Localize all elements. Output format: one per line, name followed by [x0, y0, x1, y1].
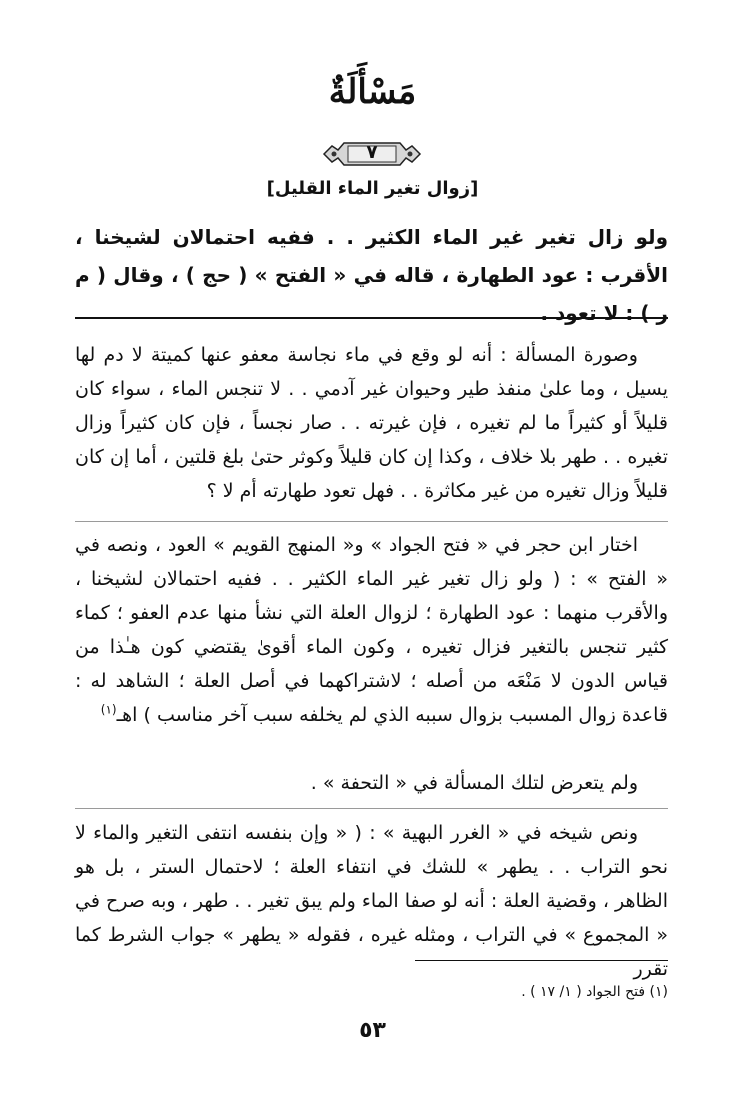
footnote: (١) فتح الجواد ( ١/ ١٧ ) . [521, 984, 668, 1000]
paragraph-text-main: اختار ابن حجر في « فتح الجواد » و« المنهج القويم » العود ، ونصه في « الفتح » : ( ولو زال تغير غير الماء الكثير . . ففيه احتمالان لشيخنا ، والأقرب منهما : عود الطهارة ؛ لزوال العلة التي نشأ منها عدم العفو ؛ كماء كثير تنجس بالتغير فزال تغيره ، وكون الماء أقوىٰ يقتضي كون هـٰذا من قياس الدون لا مَنْعَه من أصله ؛ لاشتراكهما في أصل العلة ؛ الشاهد له : قاعدة زوال المسبب بزوال سببه الذي لم يخلفه سبب آخر مناسب ) اهـ [75, 534, 668, 726]
paragraph-text: ونص شيخه في « الغرر البهية » : ( « وإن بنفسه انتفى التغير والماء لا نحو التراب . . يطهر » للشك في انتفاء العلة ؛ لاحتمال الستر ، بل هو الظاهر ، وقضية العلة : أنه لو صفا الماء ولم يبق تغير . . طهر ، وبه صرح في « المجموع » في التراب ، ومثله غيره ، فقوله « يطهر » جواب الشرط كما تقرر [75, 822, 668, 980]
footnote-divider [415, 960, 668, 961]
paragraph-text [75, 528, 668, 732]
paragraph-text: ولم يتعرض لتلك المسألة في « التحفة » . [310, 772, 638, 794]
footnote-marker: (١) [100, 702, 117, 717]
commentary-paragraph-2 [75, 528, 668, 732]
paragraph-text: وصورة المسألة : أنه لو وقع في ماء نجاسة معفو عنها كميتة لا دم لها يسيل ، وما علىٰ منفذ طير وحيوان غير آدمي . . لا تنجس الماء ، سواء كان قليلاً أو كثيراً ما لم تغيره ، فإن غيرته . . صار نجساً ، فإن كان كثيراً وزال تغيره . . طهر بلا خلاف ، وكذا إن كان قليلاً وكوثر حتىٰ بلغ قلتين ، أما إن كان قليلاً وزال تغيره من غير مكاثرة . . فهل تعود طهارته أم لا ؟ [75, 344, 668, 502]
issue-number: ٧ [366, 142, 378, 163]
commentary-paragraph-1 [75, 338, 668, 508]
main-divider [75, 317, 668, 319]
commentary-paragraph-3 [75, 766, 668, 800]
page-number: ٥٣ [359, 1018, 386, 1043]
section-heading: مَسْأَلَةٌ [328, 72, 417, 112]
issue-subtitle: [زوال تغير الماء القليل] [266, 178, 479, 199]
issue-number-badge [322, 138, 422, 170]
paragraph-divider [75, 808, 668, 809]
paragraph-divider [75, 521, 668, 522]
main-text: ولو زال تغير غير الماء الكثير . . ففيه احتمالان لشيخنا ، الأقرب : عود الطهارة ، قاله في « الفتح » ( حج ) ، وقال ( م ر ) : لا تعود . [75, 225, 668, 325]
